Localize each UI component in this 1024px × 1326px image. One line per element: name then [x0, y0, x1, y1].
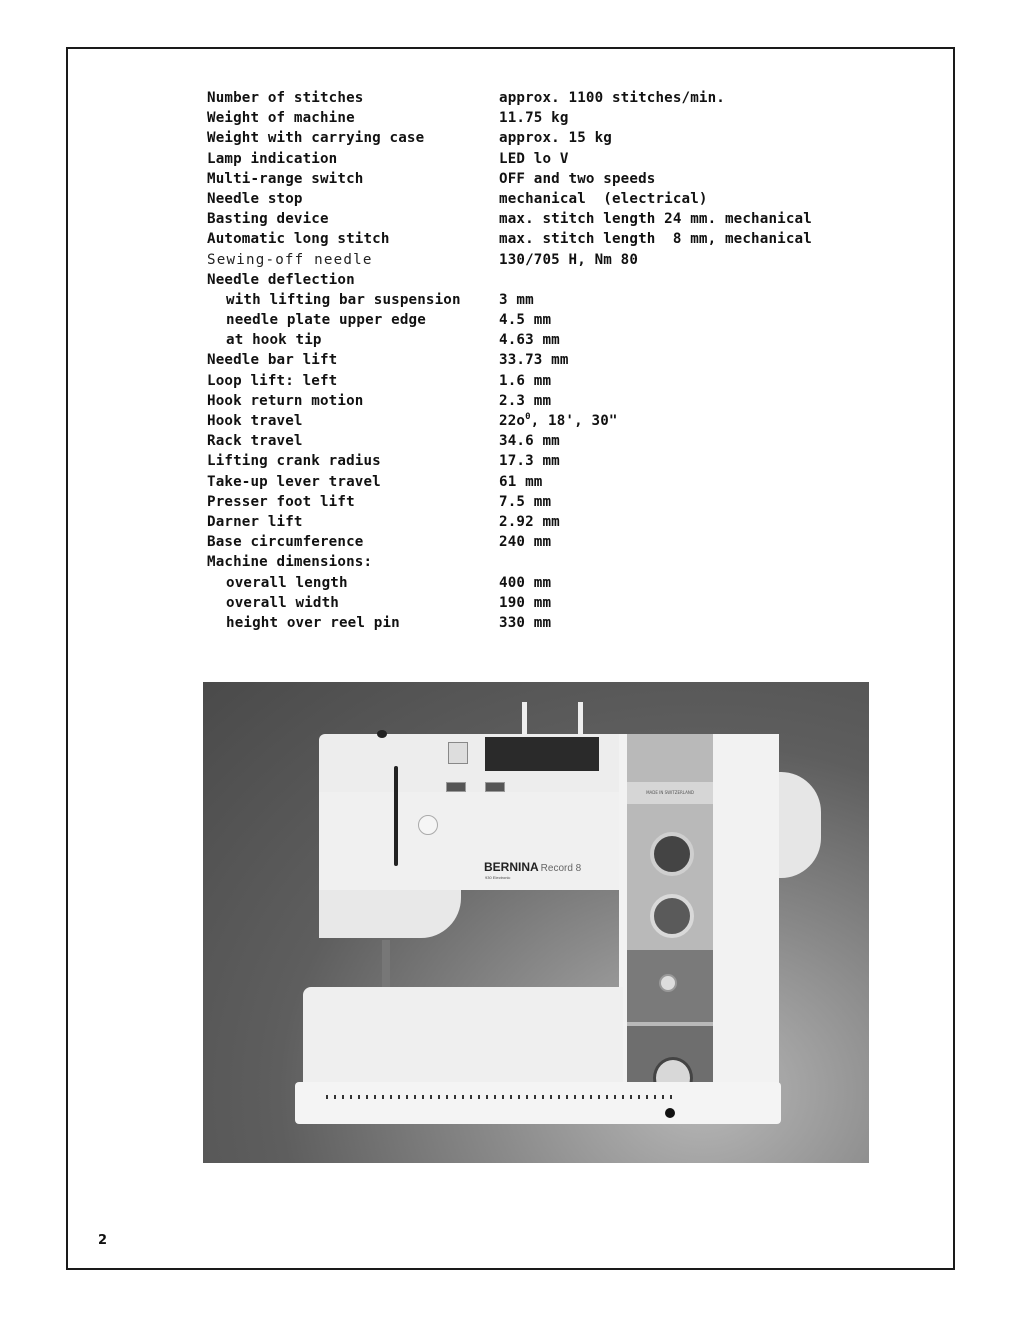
spec-row	[207, 371, 867, 391]
brand-name: BERNINA	[484, 860, 539, 874]
ruler-scale	[326, 1095, 676, 1099]
spec-row	[207, 169, 867, 189]
needle-position-dial	[650, 894, 694, 938]
spec-row	[207, 330, 867, 350]
spec-row	[207, 552, 867, 572]
spec-row	[207, 532, 867, 552]
spec-value: 240 mm	[499, 534, 552, 551]
spec-label: Take-up lever travel	[207, 473, 381, 490]
spec-label: Weight of machine	[207, 110, 355, 127]
spec-value: 2.92 mm	[499, 513, 560, 530]
spec-row	[207, 350, 867, 370]
spec-label: Hook travel	[207, 413, 303, 429]
spec-value: 7.5 mm	[499, 493, 552, 510]
spec-label: Hook return motion	[207, 392, 364, 409]
spec-value: 1.6 mm	[499, 372, 552, 389]
made-in-plate: MADE IN SWITZERLAND	[627, 782, 713, 804]
spec-row	[207, 492, 867, 512]
spec-value: 3 mm	[499, 291, 534, 308]
thread-take-up-slot	[394, 766, 398, 866]
spec-row	[207, 229, 867, 249]
spec-row	[207, 391, 867, 411]
led-indicator	[446, 782, 466, 792]
spec-row	[207, 270, 867, 290]
spec-value: 17.3 mm	[499, 453, 560, 470]
spec-row	[207, 573, 867, 593]
spec-row	[207, 411, 867, 431]
model-name: Record 8	[540, 863, 582, 874]
spec-label: Rack travel	[207, 433, 303, 450]
spec-row	[207, 88, 867, 108]
machine-bed	[303, 987, 623, 1085]
display-panel	[485, 737, 599, 771]
spec-value: 4.5 mm	[499, 312, 552, 329]
spec-row	[207, 593, 867, 613]
spec-value: 190 mm	[499, 594, 552, 611]
spec-row	[207, 512, 867, 532]
base-screw	[665, 1108, 675, 1118]
spec-value: 11.75 kg	[499, 110, 569, 127]
spec-label: Presser foot lift	[207, 493, 355, 510]
spec-value: $22o^0$, 18', 30"	[499, 412, 618, 429]
spec-label: height over reel pin	[226, 614, 400, 631]
spec-label: at hook tip	[226, 332, 322, 349]
brand-logo	[484, 860, 581, 874]
spec-row	[207, 250, 867, 270]
spec-value: approx. 15 kg	[499, 130, 612, 147]
spec-label: Weight with carrying case	[207, 130, 425, 147]
spec-label: Multi-range switch	[207, 170, 364, 187]
spec-row	[207, 451, 867, 471]
spec-value: mechanical (electrical)	[499, 190, 708, 207]
spec-row	[207, 310, 867, 330]
specifications-table	[207, 88, 867, 633]
spec-value: 33.73 mm	[499, 352, 569, 369]
spec-row	[207, 209, 867, 229]
spec-label: Needle deflection	[207, 271, 355, 288]
spec-value: 2.3 mm	[499, 392, 552, 409]
spec-row	[207, 189, 867, 209]
spec-label: Darner lift	[207, 513, 303, 530]
machine-head-lower	[319, 890, 461, 938]
spec-value: 4.63 mm	[499, 332, 560, 349]
spec-label: Loop lift: left	[207, 372, 338, 389]
spec-label: Needle stop	[207, 190, 303, 207]
top-button	[448, 742, 468, 764]
spec-value: 34.6 mm	[499, 433, 560, 450]
spec-label: overall length	[226, 574, 348, 591]
spec-label: Machine dimensions:	[207, 554, 373, 571]
spec-label: Basting device	[207, 211, 329, 228]
spec-value: 61 mm	[499, 473, 543, 490]
led-indicator	[485, 782, 505, 792]
page-number: 2	[98, 1233, 108, 1248]
spec-label: Needle bar lift	[207, 352, 338, 369]
spec-value: max. stitch length 8 mm, mechanical	[499, 231, 812, 248]
spec-label: overall width	[226, 594, 339, 611]
model-subtitle: 930 Electronic	[485, 875, 511, 880]
spec-row	[207, 472, 867, 492]
spec-label: with lifting bar suspension	[226, 291, 461, 308]
spec-row	[207, 149, 867, 169]
spec-value: OFF and two speeds	[499, 170, 656, 187]
spec-value: approx. 1100 stitches/min.	[499, 90, 725, 106]
needle-bar	[382, 940, 390, 994]
stitch-width-dial	[650, 832, 694, 876]
spec-value: 400 mm	[499, 574, 552, 591]
sewing-machine-photo	[203, 682, 869, 1163]
spec-label: Number of stitches	[207, 90, 364, 106]
bobbin-winder	[377, 730, 387, 738]
spec-row	[207, 613, 867, 633]
stitch-selector-knob	[659, 974, 677, 992]
spec-value: max. stitch length 24 mm. mechanical	[499, 211, 812, 228]
spec-label: Sewing-off needle	[207, 251, 373, 268]
spec-label: Lifting crank radius	[207, 453, 381, 470]
spec-row	[207, 290, 867, 310]
machine-base	[295, 1082, 781, 1124]
machine-head	[319, 792, 619, 890]
spec-value: 330 mm	[499, 614, 552, 631]
spec-value: LED lo V	[499, 150, 569, 167]
spec-label: needle plate upper edge	[226, 312, 426, 329]
spec-label: Base circumference	[207, 534, 364, 551]
spec-value: 130/705 H, Nm 80	[499, 251, 639, 268]
tension-dial	[418, 815, 438, 835]
spec-label: Lamp indication	[207, 150, 338, 167]
spec-label: Automatic long stitch	[207, 231, 390, 248]
spec-row	[207, 108, 867, 128]
spec-row	[207, 431, 867, 451]
spec-row	[207, 128, 867, 148]
